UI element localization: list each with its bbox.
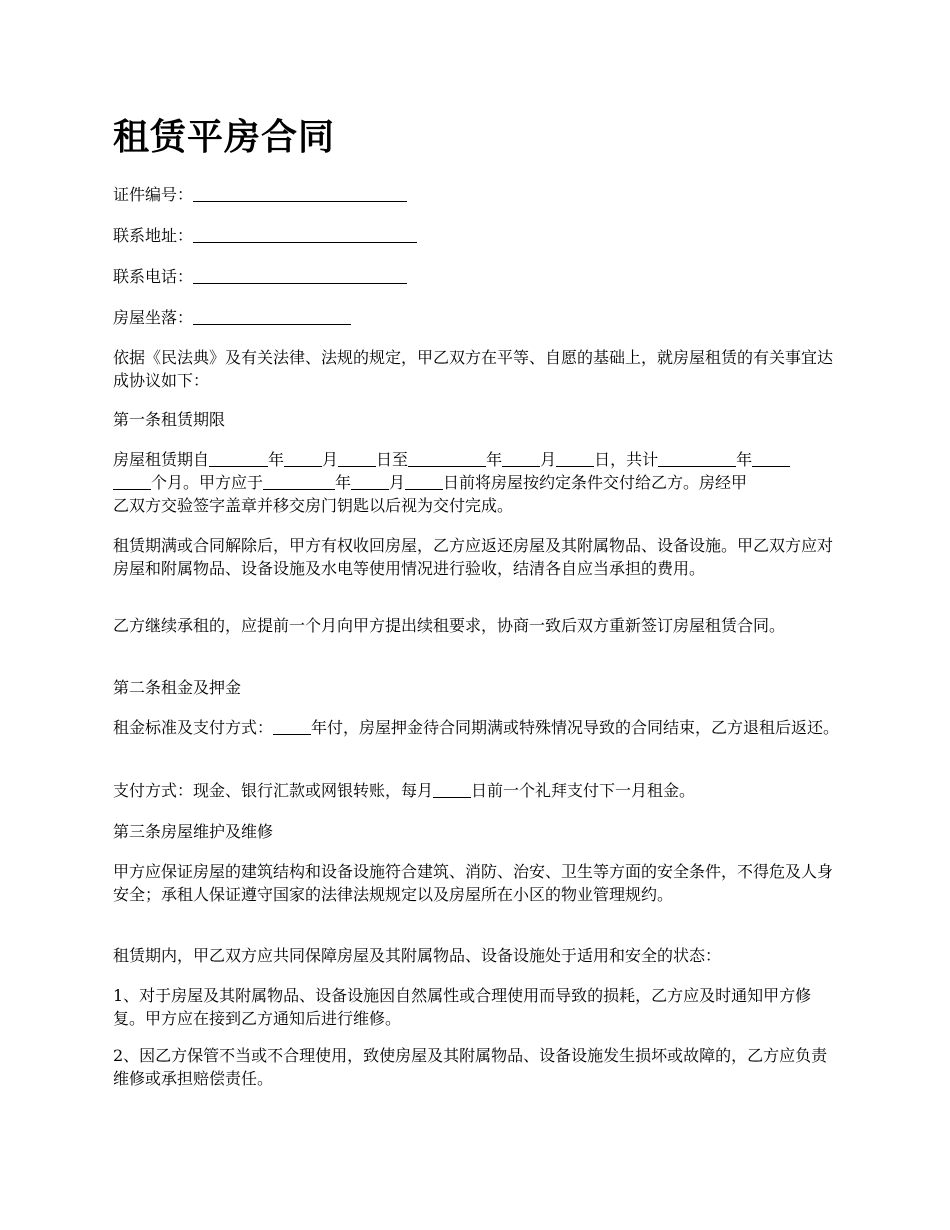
contact-phone-label: 联系电话： — [113, 267, 194, 286]
delivery-year-blank — [263, 473, 335, 490]
expiry-paragraph: 租赁期满或合同解除后，甲方有权收回房屋，乙方应返还房屋及其附属物品、设备设施。甲乙双方应对房屋和附属物品、设备设施及水电等使用情况进行验收，结清各自应当承担的费用。 — [113, 536, 834, 578]
intro-paragraph: 依据《民法典》及有关法律、法规的规定，甲乙双方在平等、自愿的基础上，就房屋租赁的有关事宜达成协议如下： — [113, 348, 834, 390]
lease-end-day-blank — [556, 450, 594, 467]
month-label: 月 — [389, 473, 406, 492]
day-to-label: 日至 — [376, 450, 409, 469]
delivery-day-blank — [405, 473, 443, 490]
year-label: 年 — [486, 450, 503, 469]
month-label: 月 — [322, 450, 339, 469]
lease-end-month-blank — [502, 450, 540, 467]
section-3-heading: 第三条房屋维护及维修 — [113, 822, 274, 841]
year-label: 年 — [335, 473, 352, 492]
rent-standard-paragraph — [113, 716, 840, 739]
lease-term-text-start: 房屋租赁期自 — [113, 450, 210, 469]
payment-day-blank — [433, 781, 471, 798]
lease-start-day-blank — [338, 450, 376, 467]
renewal-paragraph: 乙方继续承租的，应提前一个月向甲方提出续租要求，协商一致后双方重新签订房屋租赁合同。 — [113, 616, 786, 635]
clause-2-paragraph: 2、因乙方保管不当或不合理使用，致使房屋及其附属物品、设备设施发生损坏或故障的，乙方应负责维修或承担赔偿责任。 — [113, 1046, 828, 1088]
contact-phone-field — [113, 265, 840, 288]
certificate-number-label: 证件编号： — [113, 185, 194, 204]
document-title: 租赁平房合同 — [113, 116, 336, 158]
total-label: 日，共计 — [594, 450, 659, 469]
contact-address-field — [113, 224, 840, 247]
rent-standard-text: 年付，房屋押金待合同期满或特殊情况导致的合同结束，乙方退租后返还。 — [311, 718, 840, 737]
clause-1-paragraph: 1、对于房屋及其附属物品、设备设施因自然属性或合理使用而导致的损耗，乙方应及时通知甲方修复。甲方应在接到乙方通知后进行维修。 — [113, 986, 812, 1028]
lease-end-year-blank — [408, 450, 486, 467]
delivery-month-blank — [351, 473, 389, 490]
contact-phone-blank — [193, 267, 407, 284]
delivery-label: 个月。甲方应于 — [151, 473, 264, 492]
year-label: 年 — [736, 450, 753, 469]
payment-method-text: 支付方式：现金、银行汇款或网银转账，每月 — [113, 781, 434, 800]
payment-method-paragraph — [113, 779, 840, 802]
section-2-heading: 第二条租金及押金 — [113, 678, 242, 697]
year-label: 年 — [268, 450, 285, 469]
lease-start-month-blank — [284, 450, 322, 467]
certificate-number-blank — [193, 185, 407, 202]
total-months-blank-part-2 — [113, 473, 151, 490]
section-1-heading: 第一条租赁期限 — [113, 410, 226, 429]
joint-duty-paragraph: 租赁期内，甲乙双方应共同保障房屋及其附属物品、设备设施处于适用和安全的状态： — [113, 946, 722, 965]
lease-start-year-blank — [209, 450, 268, 467]
house-location-blank — [193, 308, 351, 325]
document-page — [113, 0, 840, 1230]
rent-standard-label: 租金标准及支付方式： — [113, 718, 274, 737]
contact-address-blank — [193, 226, 417, 243]
house-location-label: 房屋坐落： — [113, 308, 194, 327]
contact-address-label: 联系地址： — [113, 226, 194, 245]
lease-term-line-3: 乙双方交验签字盖章并移交房门钥匙以后视为交付完成。 — [113, 496, 514, 515]
certificate-number-field — [113, 183, 840, 206]
maintenance-paragraph: 甲方应保证房屋的建筑结构和设备设施符合建筑、消防、治安、卫生等方面的安全条件，不得危及人身安全；承租人保证遵守国家的法律法规规定以及房屋所在小区的物业管理规约。 — [113, 862, 834, 904]
total-years-blank — [658, 450, 736, 467]
lease-term-line-1 — [113, 448, 840, 471]
total-months-blank-part-1 — [752, 450, 790, 467]
lease-term-line-2 — [113, 471, 840, 494]
payment-deadline-text: 日前一个礼拜支付下一月租金。 — [471, 781, 696, 800]
delivery-condition-text: 日前将房屋按约定条件交付给乙方。房经甲 — [443, 473, 748, 492]
house-location-field — [113, 306, 840, 329]
rent-years-blank — [273, 718, 311, 735]
month-label: 月 — [540, 450, 557, 469]
